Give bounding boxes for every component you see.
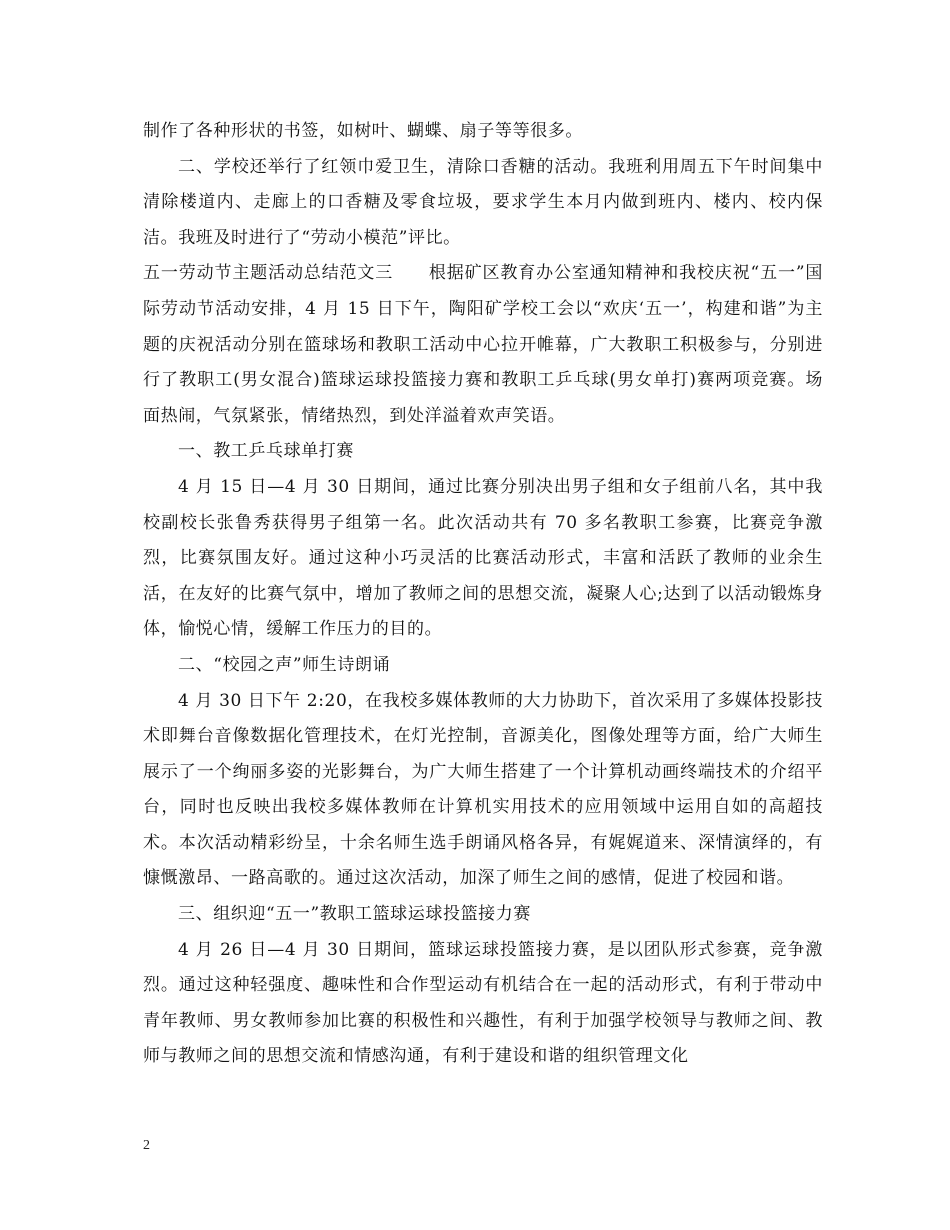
paragraph-3: 五一劳动节主题活动总结范文三 根据矿区教育办公室通知精神和我校庆祝“五一”国际劳动节活动安排，4 月 15 日下午，陶阳矿学校工会以“欢庆‘五一’，构建和谐”为主题的庆祝活动分别在篮球场和教职工活动中心拉开帷幕，广大教职工积极参与，分别进行了教职工(男女混合)篮球运球投篮接力赛和教职工乒乓球(男女单打)赛两项竞赛。场面热闹，气氛紧张，情绪热烈，到处洋溢着欢声笑语。 (143, 263, 823, 426)
section-heading-3: 三、组织迎“五一”教职工篮球运球投篮接力赛 (178, 904, 531, 925)
paragraph-1: 制作了各种形状的书签，如树叶、蝴蝶、扇子等等很多。 (143, 121, 583, 141)
section-heading-1: 一、教工乒乓球单打赛 (178, 441, 354, 462)
paragraph-4: 4 月 15 日—4 月 30 日期间，通过比赛分别决出男子组和女子组前八名，其中我校副校长张鲁秀获得男子组第一名。此次活动共有 70 多名教职工参赛，比赛竞争激烈，比赛氛围友好。通过这种小巧灵活的比赛活动形式，丰富和活跃了教师的业余生活，在友好的比赛气氛中，增加了教师之间的思想交流，凝聚人心;达到了以活动锻炼身体，愉悦心情，缓解工作压力的目的。 (143, 476, 823, 640)
paragraph-2: 二、学校还举行了红领巾爱卫生，清除口香糖的活动。我班利用周五下午时间集中清除楼道内、走廊上的口香糖及零食垃圾，要求学生本月内做到班内、楼内、校内保洁。我班及时进行了“劳动小模范”评比。 (143, 156, 823, 248)
section-heading-2: 二、“校园之声”师生诗朗诵 (178, 654, 391, 675)
page-number: 2 (143, 1138, 150, 1153)
paragraph-6: 4 月 26 日—4 月 30 日期间，篮球运球投篮接力赛，是以团队形式参赛，竞争激烈。通过这种轻强度、趣味性和合作型运动有机结合在一起的活动形式，有利于带动中青年教师、男女教师参加比赛的积极性和兴趣性，有利于加强学校领导与教师之间、教师与教师之间的思想交流和情感沟通，有利于建设和谐的组织管理文化 (143, 939, 823, 1067)
document-body (143, 114, 823, 1075)
paragraph-5: 4 月 30 日下午 2:20，在我校多媒体教师的大力协助下，首次采用了多媒体投影技术即舞台音像数据化管理技术，在灯光控制，音源美化，图像处理等方面，给广大师生展示了一个绚丽多姿的光影舞台，为广大师生搭建了一个计算机动画终端技术的介绍平台，同时也反映出我校多媒体教师在计算机实用技术的应用领域中运用自如的高超技术。本次活动精彩纷呈，十余名师生选手朗诵风格各异，有娓娓道来、深情演绎的，有慷慨激昂、一路高歌的。通过这次活动，加深了师生之间的感情，促进了校园和谐。 (143, 690, 823, 889)
